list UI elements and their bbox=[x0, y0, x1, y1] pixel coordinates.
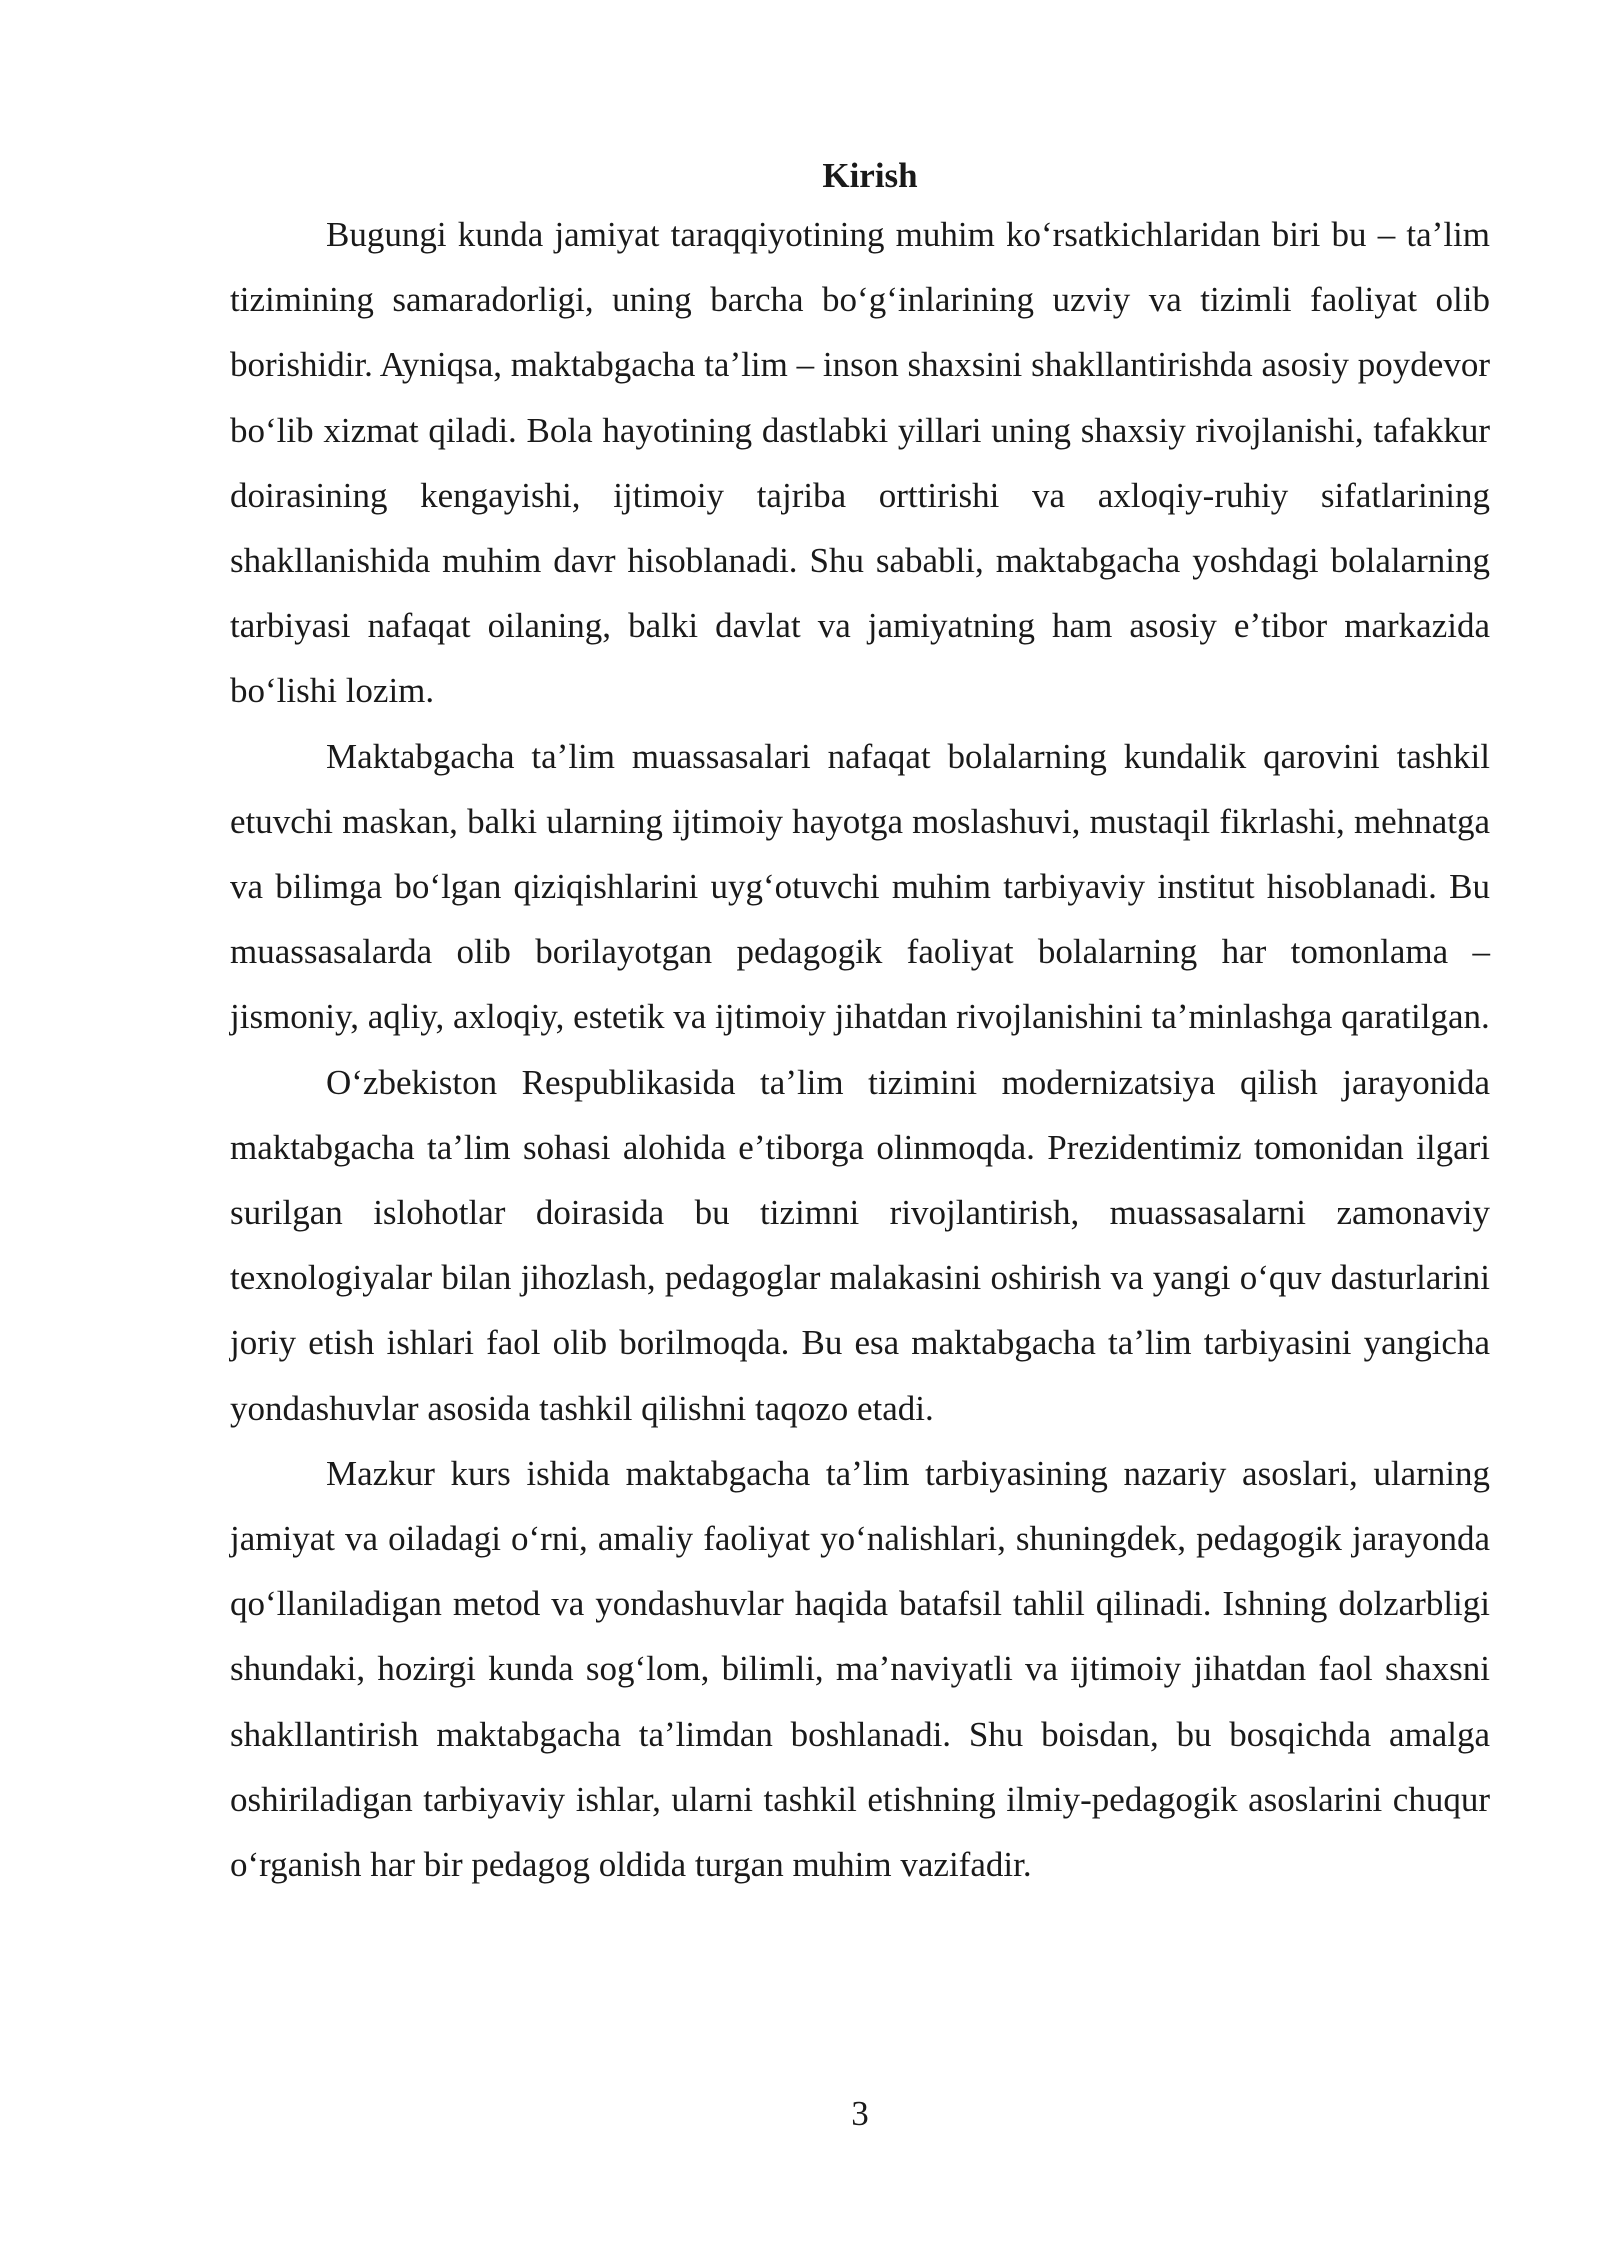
section-title: Kirish bbox=[822, 156, 918, 195]
paragraph-3: Oʻzbekiston Respublikasida taʼlim tizimini modernizatsiya qilish jarayonida maktabgacha taʼlim sohasi alohida eʼtiborga olinmoqda. Prezidentimiz tomonidan ilgari surilgan islohotlar doirasida bu tizimni rivojlantirish, muassasalarni zamonaviy texnologiyalar bilan jihozlash, pedagoglar malakasini oshirish va yangi oʻquv dasturlarini joriy etish ishlari faol olib borilmoqda. Bu esa maktabgacha taʼlim tarbiyasini yangicha yondashuvlar asosida tashkil qilishni taqozo etadi. bbox=[230, 1062, 1490, 1428]
paragraph-2: Maktabgacha taʼlim muassasalari nafaqat bolalarning kundalik qarovini tashkil etuvchi maskan, balki ularning ijtimoiy hayotga moslashuvi, mustaqil fikrlashi, mehnatga va bilimga boʻlgan qiziqishlarini uygʻotuvchi muhim tarbiyaviy institut hisoblanadi. Bu muassasalarda olib borilayotgan pedagogik faoliyat bolalarning har tomonlama – jismoniy, aqliy, axloqiy, estetik va ijtimoiy jihatdan rivojlanishini taʼminlashga qaratilgan. bbox=[230, 736, 1490, 1037]
paragraph-4: Mazkur kurs ishida maktabgacha taʼlim tarbiyasining nazariy asoslari, ularning jamiyat va oiladagi oʻrni, amaliy faoliyat yoʻnalishlari, shuningdek, pedagogik jarayonda qoʻllaniladigan metod va yondashuvlar haqida batafsil tahlil qilinadi. Ishning dolzarbligi shundaki, hozirgi kunda sogʻlom, bilimli, maʼnaviyatli va ijtimoiy jihatdan faol shaxsni shakllantirish maktabgacha taʼlimdan boshlanadi. Shu boisdan, bu bosqichda amalga oshiriladigan tarbiyaviy ishlar, ularni tashkil etishning ilmiy-pedagogik asoslarini chuqur oʻrganish har bir pedagog oldida turgan muhim vazifadir. bbox=[230, 1453, 1490, 1885]
paragraph-1: Bugungi kunda jamiyat taraqqiyotining muhim koʻrsatkichlaridan biri bu – taʼlim tizimining samaradorligi, uning barcha boʻgʻinlarining uzviy va tizimli faoliyat olib borishidir. Ayniqsa, maktabgacha taʼlim – inson shaxsini shakllantirishda asosiy poydevor boʻlib xizmat qiladi. Bola hayotining dastlabki yillari uning shaxsiy rivojlanishi, tafakkur doirasining kengayishi, ijtimoiy tajriba orttirishi va axloqiy-ruhiy sifatlarining shakllanishida muhim davr hisoblanadi. Shu sababli, maktabgacha yoshdagi bolalarning tarbiyasi nafaqat oilaning, balki davlat va jamiyatning ham asosiy eʼtibor markazida boʻlishi lozim. bbox=[230, 215, 1490, 711]
page-content bbox=[230, 150, 1490, 1897]
page-number: 3 bbox=[851, 2094, 869, 2133]
